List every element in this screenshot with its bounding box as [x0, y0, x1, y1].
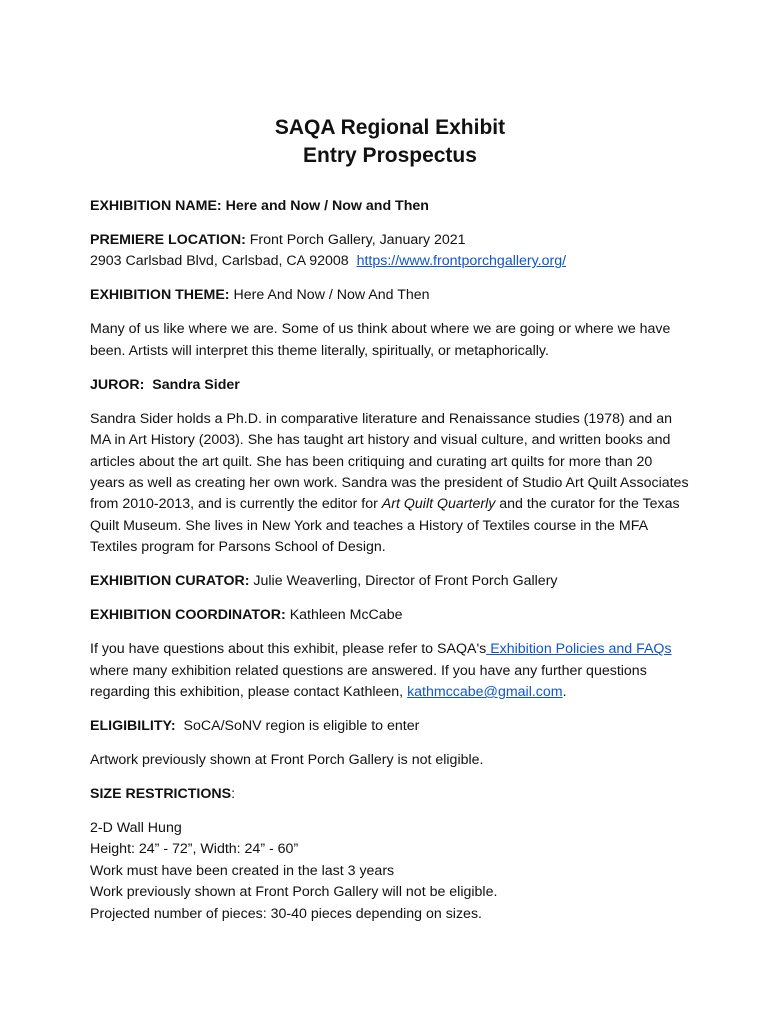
coordinator-email-link[interactable]: kathmccabe@gmail.com [407, 684, 563, 701]
curator-value: Julie Weaverling, Director of Front Porch Gallery [249, 573, 558, 590]
eligibility-note: Artwork previously shown at Front Porch Gallery is not eligible. [90, 752, 484, 769]
eligibility-label: ELIGIBILITY: [90, 718, 176, 735]
gallery-website-link[interactable]: https://www.frontporchgallery.org/ [356, 253, 567, 270]
coordinator-label: EXHIBITION COORDINATOR: [90, 607, 286, 624]
document-body [90, 114, 690, 938]
questions-paragraph [90, 639, 690, 703]
size-line: Work must have been created in the last 3 years [90, 862, 395, 879]
exhibition-name-label: EXHIBITION NAME: Here and Now / Now and Then [90, 198, 429, 214]
gallery-address: 2903 Carlsbad Blvd, Carlsbad, CA 92008 [90, 253, 357, 270]
title-line-2: Entry Prospectus [303, 144, 477, 167]
size-restrictions-paragraph [90, 784, 690, 805]
page-title [90, 114, 690, 170]
title-line-1: SAQA Regional Exhibit [274, 116, 506, 139]
size-line: Height: 24” - 72”, Width: 24” - 60” [90, 841, 299, 858]
juror-bio [90, 409, 690, 559]
premiere-location-label: PREMIERE LOCATION: [90, 232, 246, 248]
premiere-location-paragraph [90, 230, 690, 273]
curator-paragraph [90, 571, 690, 592]
juror-bio-publication: Art Quilt Quarterly [381, 496, 496, 513]
juror-label: JUROR: Sandra Sider [90, 376, 240, 393]
juror-bio-part-2: and the curator for the Texas Quilt Museum. She lives in New York and teaches a History of Textiles course in the MFA Textiles program for Parsons School of Design. [90, 496, 680, 556]
size-line: 2-D Wall Hung [90, 820, 182, 837]
coordinator-paragraph [90, 605, 690, 626]
juror-bio-part-1: Sandra Sider holds a Ph.D. in comparative literature and Renaissance studies (1978) and an MA in Art History (2003). She has taught art history and visual culture, and written books and articles about the art quilt. She has been critiquing and curating art quilts for more than 20 years as well as creating her own work. Sandra was the president of Studio Art Quilt Associates from 2010-2013, and is currently the editor for [90, 410, 689, 513]
exhibition-theme-label: EXHIBITION THEME: [90, 287, 230, 304]
questions-text-1: If you have questions about this exhibit, please refer to SAQA's [90, 641, 487, 658]
eligibility-value: SoCA/SoNV region is eligible to enter [175, 718, 420, 735]
exhibition-policies-link[interactable]: Exhibition Policies and FAQs [486, 641, 672, 658]
size-line: Projected number of pieces: 30-40 pieces depending on sizes. [90, 905, 482, 922]
theme-description: Many of us like where we are. Some of us think about where we are going or where we have been. Artists will interpret this theme literally, spiritually, or metaphorically. [90, 321, 671, 359]
questions-text-3: . [562, 684, 567, 701]
exhibition-theme-value: Here And Now / Now And Then [229, 287, 430, 304]
size-restrictions-colon: : [231, 786, 236, 803]
exhibition-theme-paragraph [90, 285, 690, 306]
size-restrictions-label: SIZE RESTRICTIONS [90, 786, 232, 803]
premiere-location-value: Front Porch Gallery, January 2021 [245, 232, 466, 248]
exhibition-name-paragraph [90, 196, 690, 217]
questions-text-2: where many exhibition related questions are answered. If you have any further questions regarding this exhibition, please contact Kathleen, [90, 662, 647, 701]
juror-paragraph [90, 375, 690, 396]
coordinator-value: Kathleen McCabe [285, 607, 403, 624]
eligibility-paragraph [90, 716, 690, 737]
size-restrictions-list [90, 818, 690, 925]
curator-label: EXHIBITION CURATOR: [90, 573, 250, 590]
size-line: Work previously shown at Front Porch Gallery will not be eligible. [90, 884, 498, 901]
